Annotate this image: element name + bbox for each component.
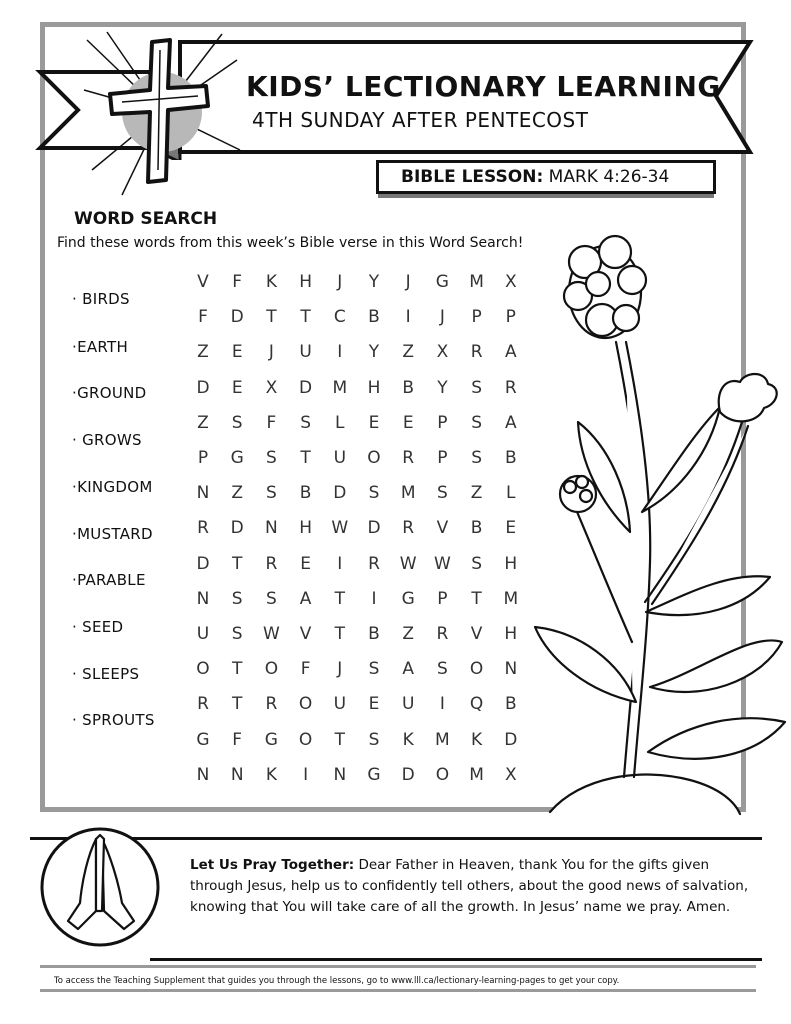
page-title: KIDS’ LECTIONARY LEARNING <box>246 70 721 103</box>
grid-letter: S <box>231 412 243 433</box>
grid-letter: F <box>198 307 208 328</box>
grid-letter: D <box>196 553 210 574</box>
grid-letter: M <box>503 588 519 609</box>
grid-letter: S <box>265 448 277 468</box>
grid-letter: M <box>469 272 484 292</box>
footer-note: To access the Teaching Supplement that guides you through the lessons, go to www.lll.ca/lectionary-learning-pages to get your copy. <box>40 965 756 989</box>
grid-letter: D <box>504 729 518 750</box>
grid-letter: S <box>471 377 482 398</box>
prayer-body: Dear Father in Heaven, thank You for the gifts given through Jesus, help us to confidently tell others, about the good news of salvation, knowing that You will take care of all the growth. In Jesus’ name we pray. Amen. <box>190 857 749 915</box>
grid-letter: E <box>368 412 380 433</box>
prayer-label: Let Us Pray Together: <box>190 857 355 873</box>
flower-illustration <box>520 232 790 822</box>
grid-letter: J <box>439 307 445 328</box>
grid-letter: F <box>232 729 243 750</box>
grid-letter: D <box>196 377 210 398</box>
praying-hands-icon <box>38 825 162 949</box>
grid-letter: E <box>402 412 414 433</box>
grid-letter: J <box>337 659 343 680</box>
grid-letter: F <box>300 659 311 680</box>
prayer-divider-bottom <box>150 958 762 961</box>
grid-letter: S <box>368 483 380 504</box>
grid-row <box>188 307 528 331</box>
grid-letter: L <box>335 412 345 433</box>
grid-letter: W <box>331 518 349 539</box>
grid-letter: S <box>231 588 243 609</box>
grid-letter: N <box>333 764 347 785</box>
grid-letter: I <box>337 342 343 363</box>
grid-letter: S <box>265 483 277 504</box>
grid-letter: R <box>265 553 278 574</box>
grid-letter: M <box>469 764 484 785</box>
grid-letter: V <box>436 518 449 539</box>
grid-letter: A <box>504 342 517 363</box>
grid-letter: G <box>401 588 415 609</box>
grid-letter: G <box>196 729 210 750</box>
grid-row <box>188 272 528 296</box>
grid-letter: S <box>471 553 482 574</box>
grid-letter: I <box>371 588 377 609</box>
word-item: · GROWS <box>72 431 142 449</box>
grid-letter: P <box>505 307 516 328</box>
grid-letter: U <box>299 342 312 363</box>
grid-letter: A <box>299 588 312 609</box>
grid-letter: J <box>405 272 411 292</box>
grid-letter: W <box>399 553 417 574</box>
grid-letter: D <box>230 307 244 328</box>
grid-letter: F <box>266 412 277 433</box>
grid-letter: P <box>437 412 448 433</box>
grid-letter: O <box>196 659 210 680</box>
grid-letter: A <box>402 659 414 680</box>
grid-letter: G <box>435 272 449 292</box>
grid-letter: H <box>299 518 312 539</box>
grid-letter: S <box>471 412 482 433</box>
grid-row <box>188 624 528 648</box>
grid-letter: P <box>197 448 209 468</box>
grid-letter: D <box>299 377 313 398</box>
grid-letter: E <box>300 553 311 574</box>
grid-letter: N <box>196 764 210 785</box>
grid-row <box>188 589 528 613</box>
grid-letter: T <box>334 729 345 750</box>
grid-letter: X <box>504 764 517 785</box>
grid-row <box>188 483 528 507</box>
grid-row <box>188 694 528 718</box>
grid-letter: U <box>401 694 415 715</box>
grid-letter: M <box>332 377 348 398</box>
grid-letter: S <box>265 588 277 609</box>
grid-letter: O <box>367 448 381 468</box>
grid-letter: V <box>470 624 483 644</box>
grid-letter: I <box>337 553 343 574</box>
grid-letter: Z <box>470 483 483 504</box>
bible-lesson-label: BIBLE LESSON: <box>401 167 544 187</box>
grid-letter: T <box>231 659 243 680</box>
grid-row <box>188 554 528 578</box>
grid-letter: D <box>367 518 381 539</box>
grid-letter: D <box>230 518 244 539</box>
grid-letter: B <box>470 518 483 539</box>
grid-letter: T <box>231 553 243 574</box>
grid-letter: N <box>504 659 518 680</box>
grid-letter: G <box>230 448 244 468</box>
grid-letter: B <box>368 307 380 328</box>
grid-letter: K <box>265 764 277 785</box>
grid-row <box>188 765 528 789</box>
grid-row <box>188 342 528 366</box>
prayer-text <box>190 855 750 918</box>
grid-letter: U <box>333 694 347 715</box>
word-item: ·KINGDOM <box>72 478 153 496</box>
grid-row <box>188 518 528 542</box>
grid-letter: Z <box>197 342 209 363</box>
grid-letter: N <box>196 483 210 504</box>
grid-letter: M <box>435 729 450 750</box>
grid-letter: K <box>402 729 414 750</box>
grid-letter: T <box>300 307 311 328</box>
word-item: ·PARABLE <box>72 571 146 589</box>
grid-letter: I <box>439 694 445 715</box>
bible-lesson-reference: MARK 4:26-34 <box>548 167 670 187</box>
grid-letter: M <box>400 483 416 504</box>
grid-letter: O <box>298 694 313 715</box>
grid-letter: E <box>505 518 517 539</box>
grid-letter: S <box>231 624 243 644</box>
grid-letter: T <box>334 624 345 644</box>
grid-letter: Q <box>469 694 484 715</box>
grid-letter: R <box>402 518 415 539</box>
grid-letter: O <box>264 659 279 680</box>
grid-letter: R <box>197 518 209 539</box>
grid-letter: B <box>504 448 517 468</box>
grid-letter: D <box>333 483 347 504</box>
grid-letter: T <box>334 588 345 609</box>
grid-letter: W <box>433 553 451 574</box>
grid-letter: X <box>436 342 449 363</box>
grid-letter: P <box>471 307 482 328</box>
grid-letter: R <box>197 694 209 715</box>
grid-letter: H <box>504 624 518 644</box>
grid-letter: R <box>402 448 415 468</box>
grid-letter: X <box>504 272 517 292</box>
grid-letter: P <box>437 588 448 609</box>
word-item: · SEED <box>72 618 124 636</box>
grid-letter: P <box>437 448 448 468</box>
grid-letter: S <box>436 659 448 680</box>
grid-letter: Z <box>231 483 244 504</box>
grid-letter: H <box>367 377 381 398</box>
grid-letter: E <box>368 694 380 715</box>
grid-letter: Y <box>368 272 380 292</box>
grid-letter: R <box>265 694 278 715</box>
grid-letter: R <box>470 342 483 363</box>
grid-letter: K <box>471 729 483 750</box>
bible-lesson-box <box>376 160 716 194</box>
grid-letter: S <box>368 659 380 680</box>
grid-letter: O <box>298 729 313 750</box>
grid-letter: V <box>299 624 312 644</box>
grid-letter: S <box>368 729 380 750</box>
grid-letter: B <box>299 483 312 504</box>
grid-letter: H <box>504 553 518 574</box>
grid-row <box>188 730 528 754</box>
grid-letter: E <box>231 342 243 363</box>
grid-letter: V <box>197 272 209 292</box>
grid-letter: B <box>504 694 517 715</box>
grid-letter: X <box>265 377 278 398</box>
word-search-title: WORD SEARCH <box>74 209 218 229</box>
cross-icon <box>82 30 242 200</box>
footer-border <box>40 989 756 992</box>
grid-letter: T <box>471 588 482 609</box>
grid-letter: N <box>230 764 244 785</box>
grid-letter: A <box>504 412 517 433</box>
grid-letter: S <box>436 483 448 504</box>
grid-letter: N <box>265 518 278 539</box>
grid-letter: Y <box>368 342 380 363</box>
grid-letter: T <box>231 694 243 715</box>
grid-letter: R <box>504 377 517 398</box>
word-item: ·EARTH <box>72 338 129 356</box>
grid-letter: T <box>266 307 277 328</box>
grid-letter: I <box>405 307 411 328</box>
grid-letter: B <box>402 377 415 398</box>
grid-letter: R <box>368 553 380 574</box>
grid-letter: L <box>506 483 516 504</box>
grid-letter: T <box>300 448 311 468</box>
grid-letter: D <box>401 764 415 785</box>
word-item: · SLEEPS <box>72 665 140 683</box>
grid-row <box>188 659 528 683</box>
grid-letter: Z <box>402 624 415 644</box>
grid-row <box>188 448 528 472</box>
word-item: · BIRDS <box>72 290 130 308</box>
word-item: ·MUSTARD <box>72 525 153 543</box>
grid-row <box>188 413 528 437</box>
grid-letter: O <box>435 764 450 785</box>
grid-letter: N <box>196 588 210 609</box>
word-search-instructions: Find these words from this week’s Bible verse in this Word Search! <box>57 235 524 251</box>
grid-letter: E <box>231 377 243 398</box>
grid-letter: F <box>232 272 243 292</box>
grid-letter: K <box>265 272 277 292</box>
grid-letter: U <box>196 624 210 644</box>
word-item: ·GROUND <box>72 384 147 402</box>
grid-letter: C <box>333 307 346 328</box>
word-item: · SPROUTS <box>72 711 155 729</box>
grid-letter: U <box>333 448 347 468</box>
grid-letter: B <box>368 624 380 644</box>
grid-letter: W <box>262 624 280 644</box>
page-subtitle: 4TH SUNDAY AFTER PENTECOST <box>252 108 589 132</box>
grid-letter: S <box>300 412 311 433</box>
grid-letter: O <box>469 659 484 680</box>
grid-letter: I <box>303 764 309 785</box>
grid-letter: Z <box>402 342 415 363</box>
grid-letter: R <box>436 624 449 644</box>
grid-letter: S <box>471 448 482 468</box>
grid-row <box>188 378 528 402</box>
grid-letter: H <box>299 272 312 292</box>
grid-letter: J <box>268 342 274 363</box>
grid-letter: Z <box>197 412 209 433</box>
grid-letter: Y <box>437 377 448 398</box>
grid-letter: J <box>337 272 343 292</box>
grid-letter: G <box>367 764 381 785</box>
grid-letter: G <box>264 729 278 750</box>
